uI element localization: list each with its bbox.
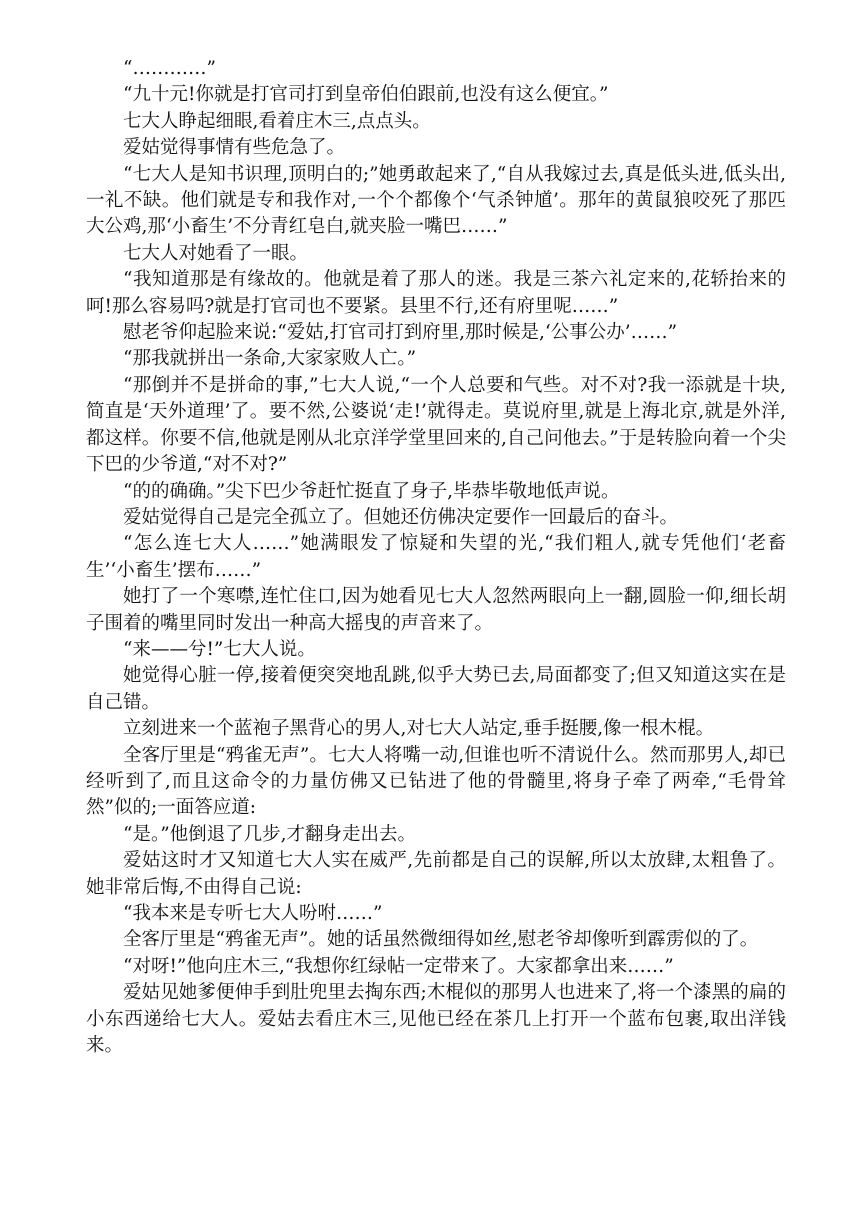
paragraph: 立刻进来一个蓝袍子黑背心的男人,对七大人站定,垂手挺腰,像一根木棍。 [123, 718, 715, 740]
paragraph: “九十元!你就是打官司打到皇帝伯伯跟前,也没有这么便宜。” [123, 84, 609, 106]
paragraph: “的的确确。”尖下巴少爷赶忙挺直了身子,毕恭毕敬地低声说。 [123, 480, 620, 502]
document-body [86, 56, 786, 1059]
paragraph: “那我就拼出一条命,大家家败人亡。” [123, 348, 417, 370]
paragraph: “对呀!”他向庄木三,“我想你红绿帖一定带来了。大家都拿出来……” [123, 955, 674, 977]
paragraph: “我本来是专听七大人吩咐……” [123, 903, 383, 924]
paragraph: 爱姑见她爹便伸手到肚兜里去掏东西;木棍似的那男人也进来了,将一个漆黑的扁的小东西递给七大人。爱姑去看庄木三,见他已经在茶几上打开一个蓝布包裹,取出洋钱来。 [86, 982, 786, 1057]
paragraph: “是。”他倒退了几步,才翻身走出去。 [123, 823, 417, 845]
paragraph: “那倒并不是拼命的事,”七大人说,“一个人总要和气些。对不对?我一添就是十块,简直是‘天外道理’了。要不然,公婆说‘走!’就得走。莫说府里,就是上海北京,就是外洋,都这样。你要不信,他就是刚从北京洋学堂里回来的,自己问他去。”于是转脸向着一个尖下巴的少爷道,“对不对?” [86, 374, 786, 476]
paragraph: 全客厅里是“鸦雀无声”。她的话虽然微细得如丝,慰老爷却像听到霹雳似的了。 [123, 929, 759, 951]
paragraph: 她觉得心脏一停,接着便突突地乱跳,似乎大势已去,局面都变了;但又知道这实在是自己错。 [86, 665, 786, 713]
paragraph: 她打了一个寒噤,连忙住口,因为她看见七大人忽然两眼向上一翻,圆脸一仰,细长胡子围着的嘴里同时发出一种高大摇曳的声音来了。 [86, 586, 786, 634]
paragraph: 慰老爷仰起脸来说:“爱姑,打官司打到府里,那时候是,‘公事公办’……” [123, 322, 678, 344]
paragraph: 爱姑觉得事情有些危急了。 [123, 137, 346, 159]
paragraph: “我知道那是有缘故的。他就是着了那人的迷。我是三茶六礼定来的,花轿抬来的呵!那么容易吗?就是打官司也不要紧。县里不行,还有府里呢……” [86, 269, 786, 317]
paragraph: 七大人睁起细眼,看着庄木三,点点头。 [123, 110, 431, 132]
paragraph: 爱姑觉得自己是完全孤立了。但她还仿佛决定要作一回最后的奋斗。 [123, 506, 679, 528]
paragraph: 爱姑这时才又知道七大人实在威严,先前都是自己的误解,所以太放肆,太粗鲁了。她非常后悔,不由得自己说: [86, 850, 786, 898]
paragraph: “七大人是知书识理,顶明白的;”她勇敢起来了,“自从我嫁过去,真是低头进,低头出,一礼不缺。他们就是专和我作对,一个个都像个‘气杀钟馗’。那年的黄鼠狼咬死了那匹大公鸡,那‘小畜生’不分青红皂白,就夹脸一嘴巴……” [86, 163, 786, 238]
paragraph: 全客厅里是“鸦雀无声”。七大人将嘴一动,但谁也听不清说什么。然而那男人,却已经听到了,而且这命令的力量仿佛又已钻进了他的骨髓里,将身子牵了两牵,“毛骨耸然”似的;一面答应道: [86, 744, 786, 819]
paragraph: “怎么连七大人……”她满眼发了惊疑和失望的光,“我们粗人,就专凭他们‘老畜生’‘小畜生’摆布……” [86, 533, 786, 581]
paragraph: 七大人对她看了一眼。 [123, 242, 309, 264]
paragraph: “…………” [123, 58, 216, 79]
paragraph: “来——兮!”七大人说。 [123, 638, 316, 660]
